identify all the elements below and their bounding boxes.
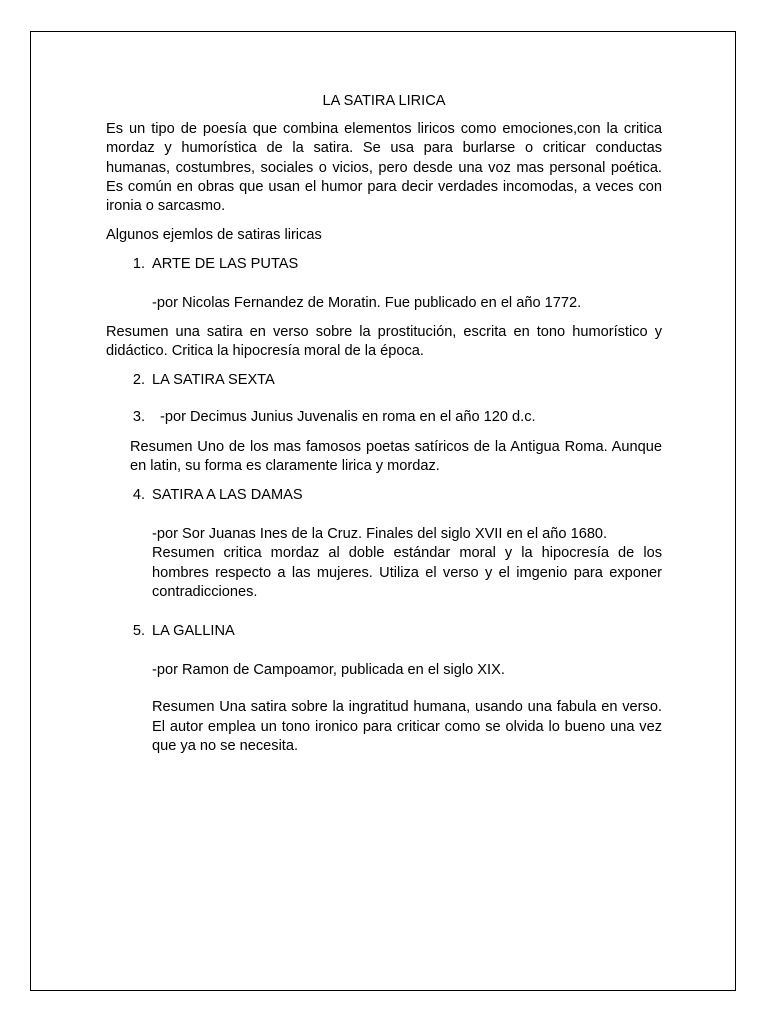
document-page — [30, 31, 736, 991]
item-4-summary: Resumen critica mordaz al doble estándar moral y la hipocresía de los hombres respecto a las mujeres. Utiliza el verso y el imgenio para exponer contradicciones. — [152, 545, 662, 600]
list-item-5 — [106, 622, 662, 641]
examples-intro: Algunos ejemlos de satiras liricas — [106, 227, 322, 244]
item-5-summary: Resumen Una satira sobre la ingratitud humana, usando una fabula en verso. El autor emplea un tono ironico para criticar como se olvida lo bueno una vez que ya no se necesita. — [152, 699, 662, 754]
item-5-author: -por Ramon de Campoamor, publicada en el siglo XIX. — [152, 662, 505, 679]
document-title: LA SATIRA LIRICA — [322, 93, 446, 109]
list-item-title: LA GALLINA — [152, 623, 235, 640]
list-number: 2. — [132, 372, 145, 389]
list-number: 4. — [132, 487, 145, 504]
intro-paragraph: Es un tipo de poesía que combina elementos liricos como emociones,con la critica mordaz y humorística de la satira. Se usa para burlarse o criticar conductas humanas, costumbres, sociales o vicios, pero desde una voz mas personal poética. Es común en obras que usan el humor para decir verdades incomodas, a veces con ironia o sarcasmo. — [106, 121, 662, 215]
list-item-title: -por Decimus Junius Juvenalis en roma en el año 120 d.c. — [160, 409, 536, 426]
document-content — [106, 92, 662, 766]
list-item-title: LA SATIRA SEXTA — [152, 372, 275, 389]
list-item-4 — [106, 486, 662, 505]
item-1-summary: Resumen una satira en verso sobre la prostitución, escrita en tono humorístico y didáctico. Critica la hipocresía moral de la época. — [106, 323, 662, 360]
list-item-title: ARTE DE LAS PUTAS — [152, 256, 299, 273]
item-3-summary: Resumen Uno de los mas famosos poetas satíricos de la Antigua Roma. Aunque en latin, su forma es claramente lirica y mordaz. — [130, 438, 662, 474]
item-4-author: -por Sor Juanas Ines de la Cruz. Finales del siglo XVII en el año 1680. — [152, 526, 608, 543]
list-item-2 — [106, 371, 662, 390]
list-number: 1. — [132, 256, 145, 273]
list-item-title: SATIRA A LAS DAMAS — [152, 487, 303, 504]
list-number: 3. — [132, 409, 145, 426]
list-item-3 — [106, 408, 662, 427]
list-item-1 — [106, 255, 662, 274]
list-number: 5. — [132, 623, 145, 640]
item-1-author: -por Nicolas Fernandez de Moratin. Fue publicado en el año 1772. — [152, 294, 582, 311]
